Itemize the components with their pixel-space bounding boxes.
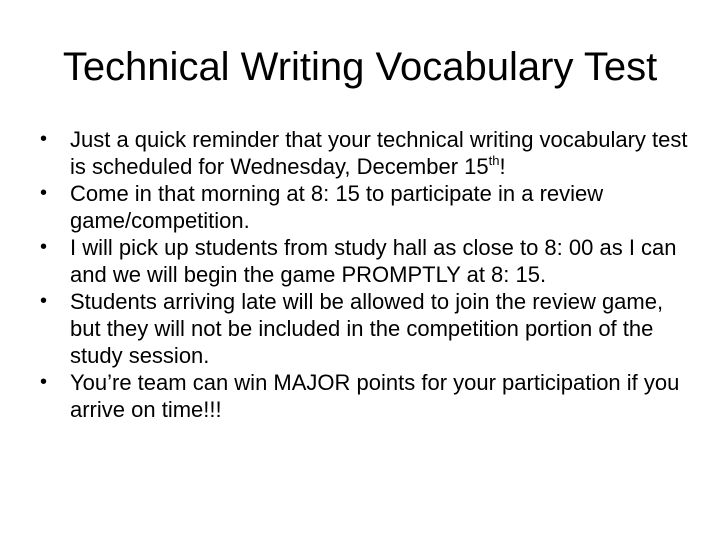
bullet-text: Just a quick reminder that your technical writing vocabulary test is scheduled for Wednesday, December 15 — [70, 127, 688, 179]
bullet-dot-icon: • — [40, 290, 48, 312]
bullet-text: You’re team can win MAJOR points for your participation if you arrive on time!!! — [70, 370, 680, 422]
bullet-item-late-policy — [36, 288, 696, 369]
bullet-item-pickup — [36, 234, 696, 288]
bullet-dot-icon: • — [40, 182, 48, 204]
bullet-item-date — [36, 126, 696, 180]
bullet-text: I will pick up students from study hall as close to 8: 00 as I can and we will begin the game PROMPTLY at 8: 15. — [70, 235, 677, 287]
bullet-dot-icon: • — [40, 371, 48, 393]
slide-title: Technical Writing Vocabulary Test — [62, 45, 658, 89]
bullet-text: Students arriving late will be allowed to join the review game, but they will not be included in the competition portion of the study session. — [70, 289, 664, 368]
bullet-item-arrival — [36, 180, 696, 234]
bullet-dot-icon: • — [40, 236, 48, 258]
bullet-dot-icon: • — [40, 128, 48, 150]
bullet-item-points — [36, 369, 696, 423]
bullet-text-end: ! — [499, 154, 506, 179]
bullet-list — [36, 126, 696, 423]
bullet-text: Come in that morning at 8: 15 to participate in a review game/competition. — [70, 181, 604, 233]
ordinal-suffix: th — [488, 153, 500, 168]
